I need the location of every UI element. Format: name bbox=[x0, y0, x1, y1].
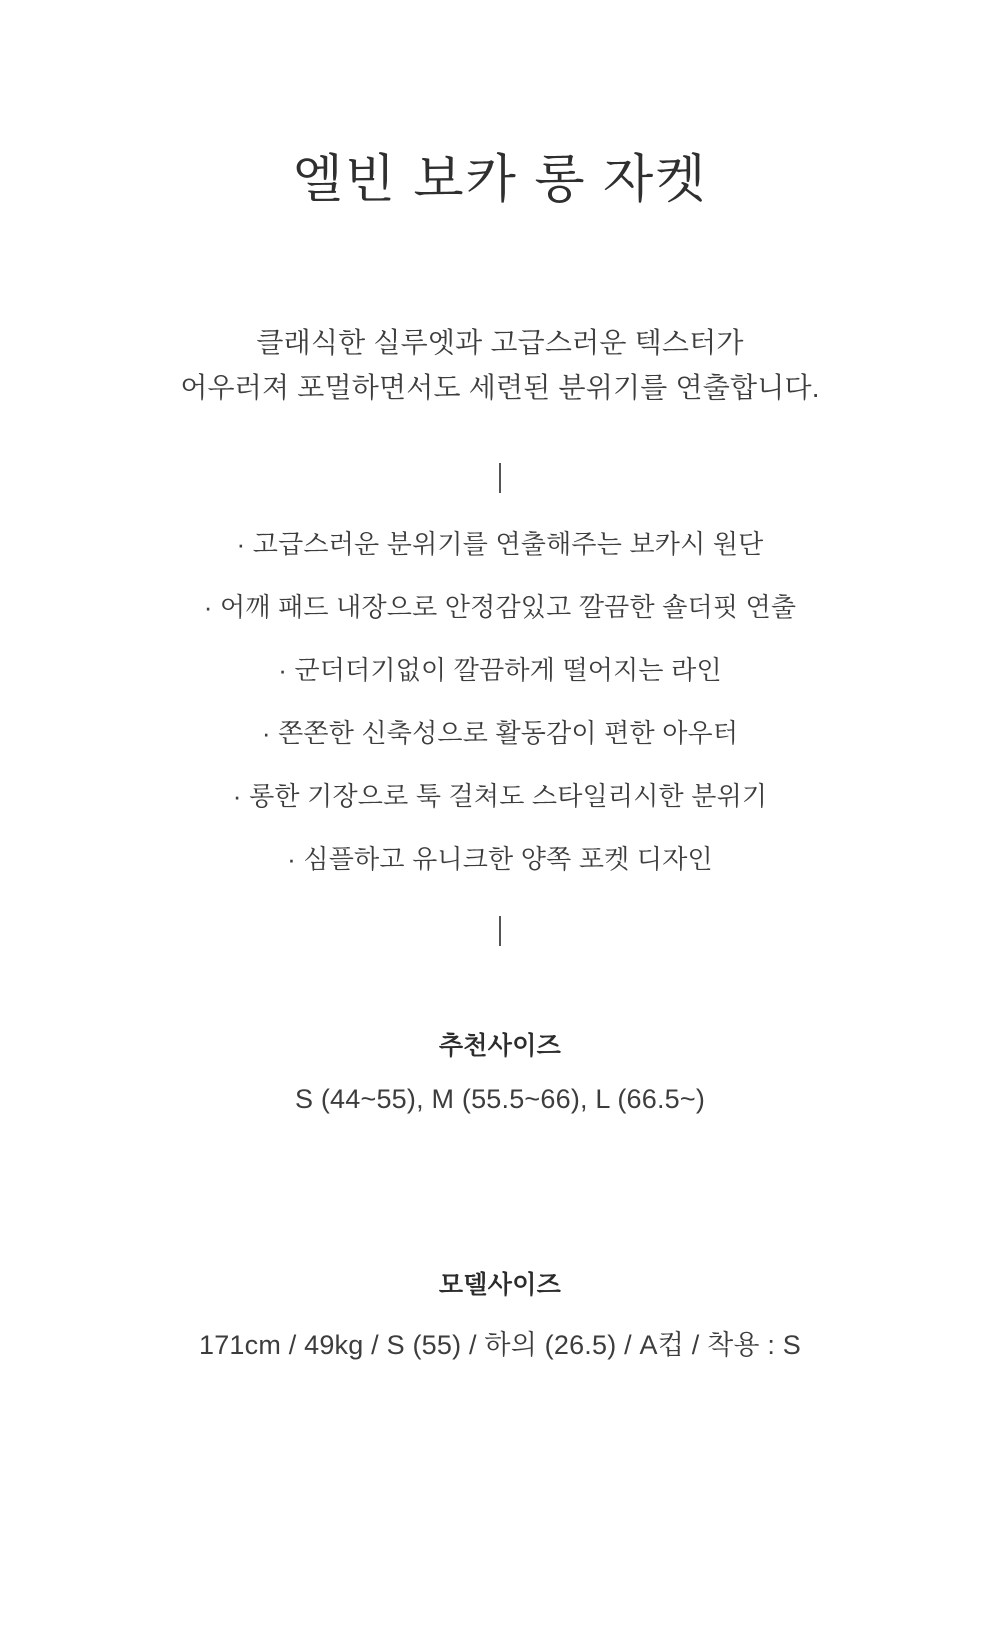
list-item: · 어깨 패드 내장으로 안정감있고 깔끔한 숄더핏 연출 bbox=[203, 591, 797, 622]
model-size-value: 171cm / 49kg / S (55) / 하의 (26.5) / A컵 / 착용 : S bbox=[198, 1329, 801, 1360]
divider-bottom bbox=[499, 916, 501, 946]
page-title: 엘빈 보카 롱 자켓 bbox=[292, 151, 708, 209]
recommended-size-value: S (44~55), M (55.5~66), L (66.5~) bbox=[294, 1083, 706, 1114]
intro-text bbox=[180, 320, 819, 411]
recommended-size-section bbox=[295, 1026, 705, 1115]
intro-line-1: 클래식한 실루엣과 고급스러운 텍스터가 bbox=[256, 326, 744, 358]
feature-list bbox=[203, 528, 797, 874]
model-size-section bbox=[199, 1265, 801, 1362]
list-item: · 군더더기없이 깔끔하게 떨어지는 라인 bbox=[278, 654, 722, 685]
model-size-heading: 모델사이즈 bbox=[438, 1270, 562, 1299]
list-item: · 쫀쫀한 신축성으로 활동감이 편한 아우터 bbox=[261, 717, 739, 748]
list-item: · 심플하고 유니크한 양쪽 포켓 디자인 bbox=[287, 843, 713, 874]
recommended-size-heading: 추천사이즈 bbox=[438, 1031, 562, 1060]
intro-line-2: 어우러져 포멀하면서도 세련된 분위기를 연출합니다. bbox=[180, 372, 820, 404]
list-item: · 고급스러운 분위기를 연출해주는 보카시 원단 bbox=[236, 528, 764, 559]
list-item: · 롱한 기장으로 툭 걸쳐도 스타일리시한 분위기 bbox=[232, 780, 768, 811]
divider-top bbox=[499, 463, 501, 493]
